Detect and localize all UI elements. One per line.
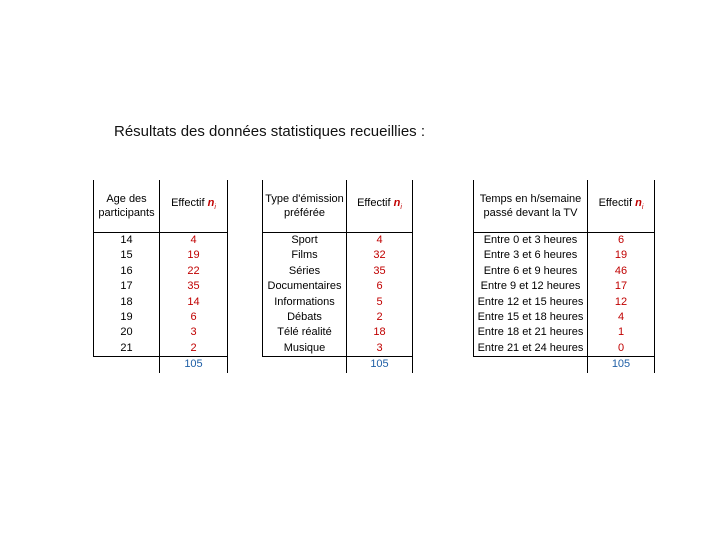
page-title: Résultats des données statistiques recueillies :	[114, 123, 426, 140]
table-row	[474, 325, 655, 340]
row-label: Entre 6 et 9 heures	[474, 264, 588, 279]
row-value: 32	[347, 248, 413, 263]
row-label: Entre 15 et 18 heures	[474, 310, 588, 325]
table-row	[94, 295, 228, 310]
col-header-temps: Temps en h/semaine passé devant la TV	[474, 180, 588, 233]
age-table	[93, 180, 228, 373]
table-row	[474, 310, 655, 325]
row-label: 19	[94, 310, 160, 325]
row-value: 4	[347, 233, 413, 249]
row-value: 22	[160, 264, 228, 279]
row-value: 46	[588, 264, 655, 279]
row-value: 3	[160, 325, 228, 340]
row-label: Documentaires	[263, 279, 347, 294]
row-label: Films	[263, 248, 347, 263]
row-label: Entre 0 et 3 heures	[474, 233, 588, 249]
col-header-effectif: Effectif $n_i$	[588, 180, 655, 233]
col-header-effectif: Effectif $n_i$	[347, 180, 413, 233]
row-label: Entre 18 et 21 heures	[474, 325, 588, 340]
row-value: 35	[160, 279, 228, 294]
row-label: 17	[94, 279, 160, 294]
row-label: Séries	[263, 264, 347, 279]
row-value: 0	[588, 341, 655, 357]
table-row	[474, 341, 655, 357]
row-label: Musique	[263, 341, 347, 357]
row-label: 20	[94, 325, 160, 340]
row-label: Informations	[263, 295, 347, 310]
row-value: 4	[588, 310, 655, 325]
row-label: Entre 9 et 12 heures	[474, 279, 588, 294]
table-row	[263, 341, 413, 357]
row-value: 35	[347, 264, 413, 279]
temps-tv-table	[473, 180, 655, 373]
row-value: 19	[588, 248, 655, 263]
total-value: 105	[347, 357, 413, 373]
total-value: 105	[160, 357, 228, 373]
table-row	[474, 279, 655, 294]
row-value: 5	[347, 295, 413, 310]
row-label: Entre 12 et 15 heures	[474, 295, 588, 310]
emission-table	[262, 180, 413, 373]
table-row	[94, 264, 228, 279]
table-row	[263, 279, 413, 294]
table-row	[94, 279, 228, 294]
table-row	[474, 233, 655, 249]
row-value: 6	[588, 233, 655, 249]
row-label: Débats	[263, 310, 347, 325]
table-row	[94, 248, 228, 263]
row-value: 17	[588, 279, 655, 294]
table-row	[94, 233, 228, 249]
table-row	[474, 264, 655, 279]
row-label: Entre 3 et 6 heures	[474, 248, 588, 263]
row-label: Télé réalité	[263, 325, 347, 340]
row-value: 18	[347, 325, 413, 340]
row-label: Sport	[263, 233, 347, 249]
table-row	[94, 310, 228, 325]
row-value: 2	[160, 341, 228, 357]
table-row	[263, 233, 413, 249]
col-header-emission: Type d'émission préférée	[263, 180, 347, 233]
table-row	[94, 325, 228, 340]
table-row	[263, 295, 413, 310]
row-value: 3	[347, 341, 413, 357]
table-row	[474, 248, 655, 263]
total-value: 105	[588, 357, 655, 373]
row-value: 12	[588, 295, 655, 310]
row-label: 15	[94, 248, 160, 263]
row-value: 1	[588, 325, 655, 340]
row-value: 4	[160, 233, 228, 249]
table-row	[263, 310, 413, 325]
row-label: Entre 21 et 24 heures	[474, 341, 588, 357]
col-header-effectif: Effectif $n_i$	[160, 180, 228, 233]
row-value: 2	[347, 310, 413, 325]
row-label: 21	[94, 341, 160, 357]
table-row	[94, 341, 228, 357]
row-value: 6	[160, 310, 228, 325]
table-row	[474, 295, 655, 310]
row-value: 14	[160, 295, 228, 310]
row-label: 18	[94, 295, 160, 310]
table-row	[263, 325, 413, 340]
row-value: 19	[160, 248, 228, 263]
col-header-age: Age des participants	[94, 180, 160, 233]
row-label: 16	[94, 264, 160, 279]
table-row	[263, 248, 413, 263]
row-value: 6	[347, 279, 413, 294]
table-row	[263, 264, 413, 279]
row-label: 14	[94, 233, 160, 249]
